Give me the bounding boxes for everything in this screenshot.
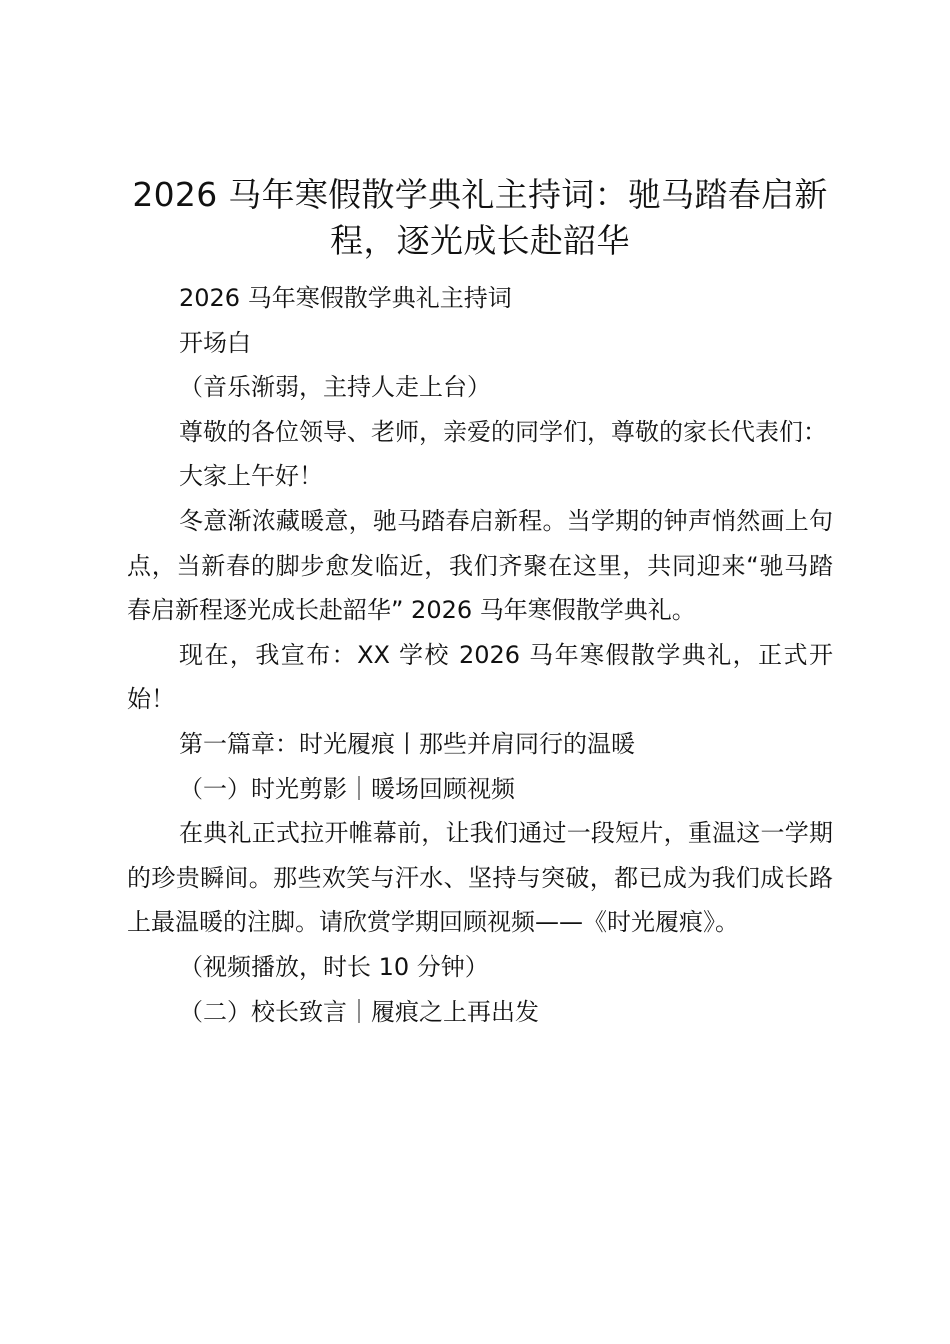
stage-direction: （音乐渐弱，主持人走上台）	[179, 373, 491, 402]
announcement-paragraph: 现在，我宣布：XX 学校 2026 马年寒假散学典礼，正式开始！	[127, 640, 833, 714]
section-heading-opening: 开场白	[179, 328, 251, 357]
chapter-heading: 第一篇章：时光履痕丨那些并肩同行的温暖	[179, 729, 635, 758]
intro-paragraph: 冬意渐浓藏暖意，驰马踏春启新程。当学期的钟声悄然画上句点，当新春的脚步愈发临近，我们齐聚在这里，共同迎来“驰马踏春启新程逐光成长赴韶华” 2026 马年寒假散学典礼。	[127, 506, 833, 625]
document-body	[127, 276, 833, 1034]
greeting-paragraph: 尊敬的各位领导、老师，亲爱的同学们，尊敬的家长代表们：	[179, 417, 827, 446]
subsection-heading-2: （二）校长致言｜履痕之上再出发	[179, 997, 539, 1026]
video-intro-paragraph: 在典礼正式拉开帷幕前，让我们通过一段短片，重温这一学期的珍贵瞬间。那些欢笑与汗水、坚持与突破，都已成为我们成长路上最温暖的注脚。请欣赏学期回顾视频——《时光履痕》。	[127, 819, 833, 937]
greeting-line: 大家上午好！	[179, 462, 323, 491]
video-stage-direction: （视频播放，时长 10 分钟）	[179, 952, 489, 981]
subtitle-paragraph: 2026 马年寒假散学典礼主持词	[179, 284, 512, 312]
document-title: 2026 马年寒假散学典礼主持词：驰马踏春启新程，逐光成长赴韶华	[132, 175, 828, 260]
subsection-heading-1: （一）时光剪影｜暖场回顾视频	[179, 774, 515, 803]
